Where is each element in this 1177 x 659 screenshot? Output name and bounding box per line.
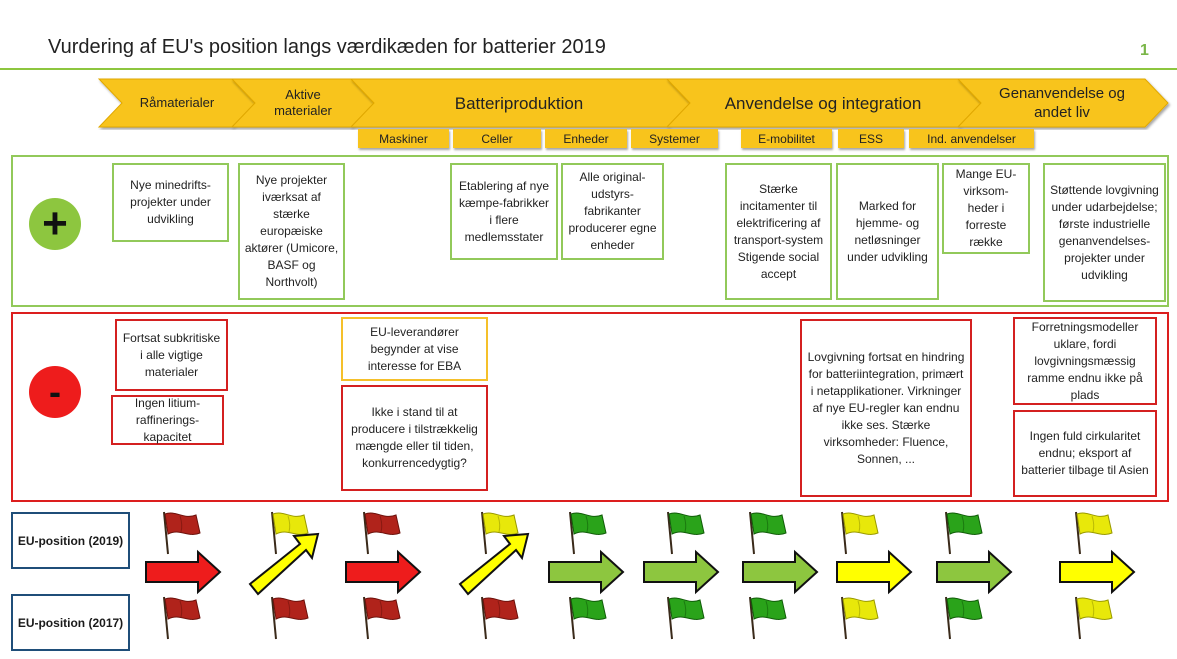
stage-label-battery-production: Batteriproduktion	[454, 93, 584, 113]
flag-2017-2	[272, 597, 308, 639]
stage-label-application: Anvendelse og integration	[724, 93, 922, 113]
strength-industrial: Mange EU-virksom-heder i forreste række	[942, 163, 1030, 254]
stage-label-raw-materials: Råmaterialer	[139, 95, 215, 110]
flag-2019-10	[1076, 512, 1112, 554]
strength-cells: Etablering af nye kæmpe-fabrikker i flere medlemsstater	[450, 163, 558, 260]
strength-active-materials: Nye projekter iværksat af stærke europæiske aktører (Umicore, BASF og Northvolt)	[238, 163, 345, 300]
flag-2019-9	[946, 512, 982, 554]
strength-modules: Alle original-udstyrs-fabrikanter producerer egne enheder	[561, 163, 664, 260]
flag-2017-1	[164, 597, 200, 639]
flag-2019-7	[750, 512, 786, 554]
subtab-ess: ESS	[838, 129, 904, 148]
position-arrow-7	[743, 552, 817, 592]
page-title: Vurdering af EU's position langs værdikæden for batterier 2019	[48, 36, 606, 58]
strength-raw-materials: Nye minedrifts-projekter under udvikling	[112, 163, 229, 242]
weakness-lithium-refining: Ingen litium-raffinerings-kapacitet	[111, 395, 224, 445]
weakness-circularity: Ingen fuld cirkularitet endnu; eksport af batterier tilbage til Asien	[1013, 410, 1157, 497]
position-arrow-9	[937, 552, 1011, 592]
subtab-industrial-applications: Ind. anvendelser	[909, 129, 1034, 148]
strength-recycling: Støttende lovgivning under udarbejdelse; første industrielle genanvendelses-projekter under udvikling	[1043, 163, 1166, 302]
position-arrow-10	[1060, 552, 1134, 592]
flag-2017-4	[482, 597, 518, 639]
flag-2017-5	[570, 597, 606, 639]
position-arrow-6	[644, 552, 718, 592]
flag-2019-8	[842, 512, 878, 554]
flag-2017-9	[946, 597, 982, 639]
subtab-systems: Systemer	[631, 129, 718, 148]
flag-2019-6	[668, 512, 704, 554]
stage-label-active-materials: Aktive materialer	[274, 87, 332, 118]
position-arrow-3	[346, 552, 420, 592]
flag-2017-8	[842, 597, 878, 639]
minus-icon: -	[29, 366, 81, 418]
subtab-e-mobility: E-mobilitet	[741, 129, 832, 148]
weakness-cells: Ikke i stand til at producere i tilstrækkelig mængde eller til tiden, konkurrencedygtig?	[341, 385, 488, 491]
plus-icon: +	[29, 198, 81, 250]
flag-2017-6	[668, 597, 704, 639]
weakness-application: Lovgivning fortsat en hindring for batteriintegration, primært i netapplikationer. Virkninger af nye EU-regler kan endnu ikke ses. Stærke virksomheder: Fluence, Sonnen, ...	[800, 319, 972, 497]
weakness-business-models: Forretningsmodeller uklare, fordi lovgivningsmæssig ramme endnu ikke på plads	[1013, 317, 1157, 405]
page-number: 1	[1140, 42, 1149, 59]
flag-2019-3	[364, 512, 400, 554]
position-arrow-2	[250, 534, 318, 594]
subtab-cells: Celler	[453, 129, 541, 148]
flag-2017-3	[364, 597, 400, 639]
position-arrow-1	[146, 552, 220, 592]
strength-ess: Marked for hjemme- og netløsninger under udvikling	[836, 163, 939, 300]
legend-2019: EU-position (2019)	[11, 512, 130, 569]
legend-2017: EU-position (2017)	[11, 594, 130, 651]
weakness-machines: EU-leverandører begynder at vise interesse for EBA	[341, 317, 488, 381]
position-arrow-8	[837, 552, 911, 592]
position-arrow-5	[549, 552, 623, 592]
flag-2017-10	[1076, 597, 1112, 639]
stage-label-recycling: Genanvendelse og andet liv	[999, 85, 1125, 121]
flag-2017-7	[750, 597, 786, 639]
weakness-raw-materials: Fortsat subkritiske i alle vigtige materialer	[115, 319, 228, 391]
strength-e-mobility: Stærke incitamenter til elektrificering af transport-system Stigende social accept	[725, 163, 832, 300]
subtab-modules: Enheder	[545, 129, 627, 148]
subtab-machines: Maskiner	[358, 129, 449, 148]
position-arrow-4	[460, 534, 528, 594]
flag-2019-5	[570, 512, 606, 554]
flag-2019-1	[164, 512, 200, 554]
